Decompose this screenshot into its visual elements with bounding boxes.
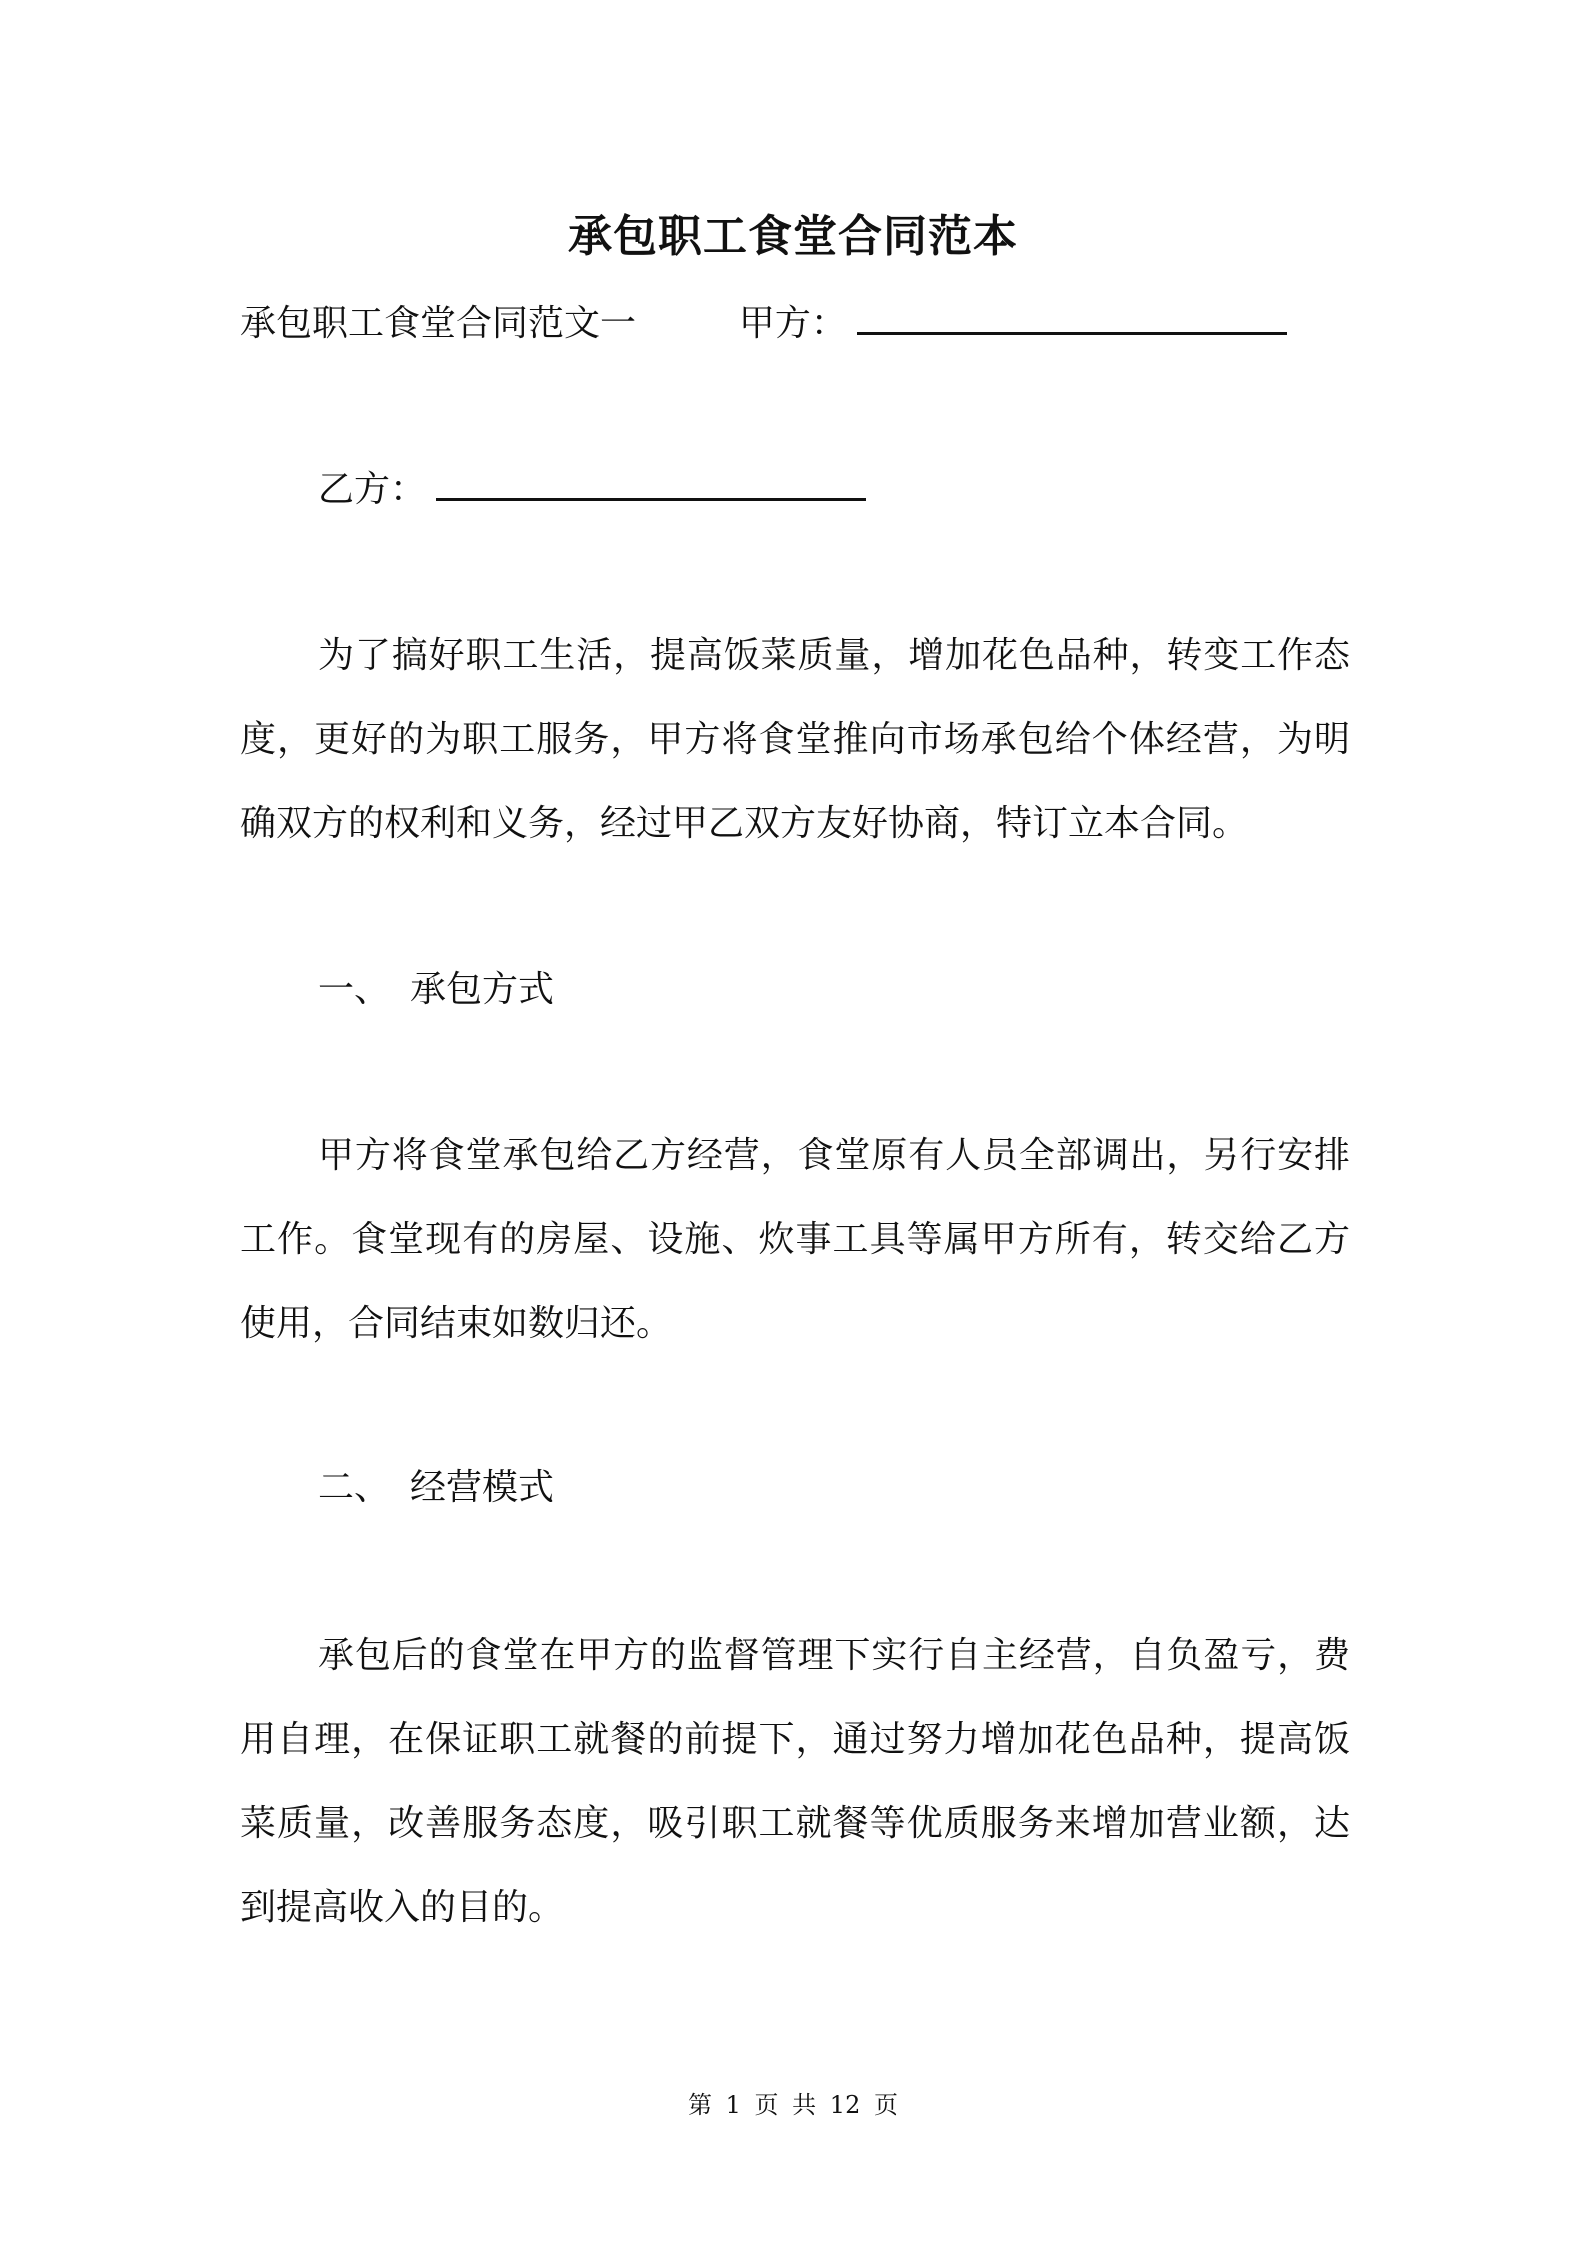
section-heading-1 [318, 966, 554, 1014]
page-footer: 第 1 页 共 12 页 [688, 2091, 898, 2119]
party-a-blank-line [857, 294, 1287, 335]
section-2-paragraph: 承包后的食堂在甲方的监督管理下实行自主经营，自负盈亏，费用自理，在保证职工就餐的前提下，通过努力增加花色品种，提高饭菜质量，改善服务态度，吸引职工就餐等优质服务来增加营业额，达到提高收入的目的。 [240, 1635, 1350, 1928]
subtitle-line [240, 294, 1287, 348]
document-subtitle: 承包职工食堂合同范文一 [240, 303, 637, 344]
section-number: 一、 [318, 969, 391, 1010]
section-title: 经营模式 [410, 1467, 555, 1508]
section-title: 承包方式 [410, 969, 555, 1010]
party-b-label: 乙方： [318, 469, 427, 510]
document-title: 承包职工食堂合同范本 [568, 211, 1018, 262]
party-a-label: 甲方： [738, 303, 847, 344]
party-b-line [318, 460, 866, 514]
party-b-blank-line [436, 460, 866, 501]
section-1-paragraph: 甲方将食堂承包给乙方经营，食堂原有人员全部调出，另行安排工作。食堂现有的房屋、设施、炊事工具等属甲方所有，转交给乙方使用，合同结束如数归还。 [240, 1135, 1350, 1344]
section-heading-2 [318, 1464, 554, 1512]
intro-paragraph: 为了搞好职工生活，提高饭菜质量，增加花色品种，转变工作态度，更好的为职工服务，甲方将食堂推向市场承包给个体经营，为明确双方的权利和义务，经过甲乙双方友好协商，特订立本合同。 [240, 635, 1350, 844]
section-number: 二、 [318, 1467, 391, 1508]
